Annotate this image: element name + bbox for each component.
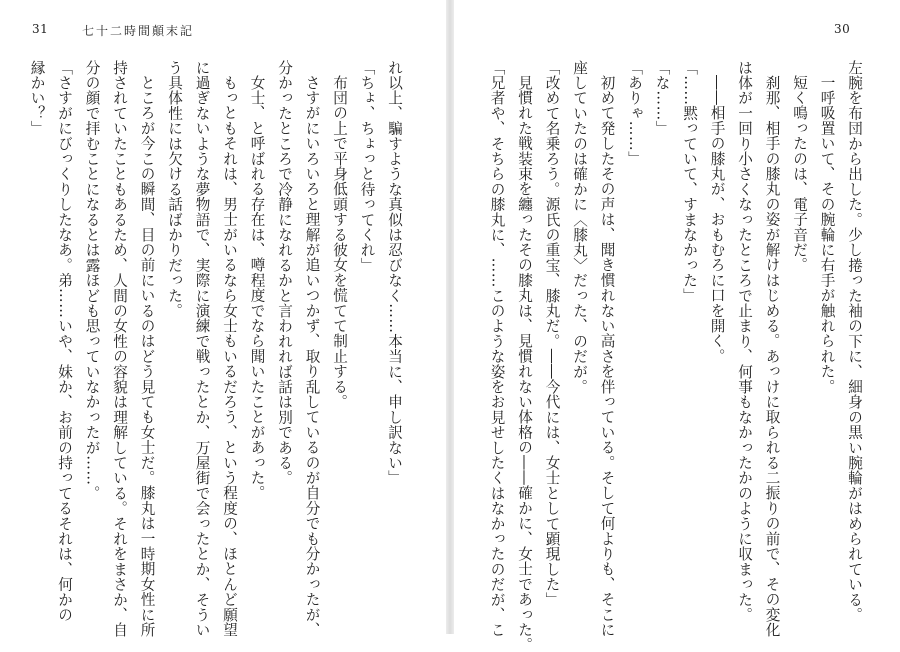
text-line: 一呼吸置いて、その腕輪に右手が触れられた。 (818, 74, 836, 394)
text-line: ――相手の膝丸が、おもむろに口を開く。 (708, 74, 726, 364)
right-page-text (456, 60, 868, 652)
text-line: 左腕を布団から出した。少し捲った袖の下に、細身の黒い腕輪がはめられている。 (846, 60, 863, 623)
text-line: 見慣れた戦装束を纏ったその膝丸は、見慣れない体格の――確かに、女士であった。 (516, 74, 533, 652)
page-number-right: 30 (834, 22, 851, 36)
text-line: 「ありゃ……」 (626, 60, 643, 167)
text-line: れ以上、騙すような真似は忍びなく……本当に、申し訳ない」 (386, 60, 403, 486)
text-line: 「兄者や、そちらの膝丸に、……このような姿をお見せしたくはなかったのだが、こ (488, 60, 506, 638)
left-page (0, 0, 446, 638)
text-line: 座していたのは確かに〈膝丸〉だった、のだが。 (571, 60, 588, 395)
text-line: 「改めて名乗ろう。源氏の重宝、膝丸だ。――今代には、女士として顕現した」 (543, 60, 561, 608)
text-line: う具体性には欠ける話ばかりだった。 (166, 60, 183, 319)
text-line: 「さすがにびっくりしたなあ。弟……いや、妹か、お前の持ってるそれは、何かの (56, 60, 73, 623)
text-line: 持されていたこともあるため、人間の女性の容貌は理解している。それをまさか、自 (111, 60, 128, 638)
text-line: に過ぎないような夢物語で、実際に演練で戦ったとか、万屋街で会ったとか、そうい (193, 60, 211, 638)
right-page (454, 0, 900, 652)
text-line: 分の顔で拝むことになるとは露ほども思っていなかったが……。 (83, 60, 101, 501)
text-line: 縁かい？」 (28, 60, 46, 136)
text-line: 分かったところで冷静になれるかと言われれば話は別である。 (276, 60, 293, 486)
text-line: 「ちょ、ちょっと待ってくれ」 (358, 60, 376, 273)
text-line: 短く鳴ったのは、電子音だ。 (791, 74, 808, 273)
text-line: 刹那、相手の膝丸の姿が解けはじめる。あっけに取られる二振りの前で、その変化 (763, 74, 781, 637)
text-line: 女士、と呼ばれる存在は、噂程度でなら聞いたことがあった。 (248, 74, 266, 501)
left-page-text (28, 60, 408, 638)
text-line: もっともそれは、男士がいるなら女士もいるだろう、という程度の、ほとんど願望 (221, 74, 238, 637)
text-line: 「な……」 (653, 60, 671, 136)
text-line: 初めて発したその声は、聞き慣れない高さを伴っている。そして何よりも、そこに (598, 74, 616, 637)
page-number-left: 31 (32, 22, 49, 36)
book-gutter (446, 0, 454, 634)
text-line: 布団の上で平身低頭する彼女を慌てて制止する。 (331, 74, 348, 409)
text-line: ところが今この瞬間、目の前にいるのはどう見ても女士だ。膝丸は一時期女性に所 (138, 74, 156, 637)
text-line: さすがにいろいろと理解が追いつかず、取り乱しているのが自分でも分かったが、 (303, 74, 321, 637)
text-line: 「……黙っていて、すまなかった」 (681, 60, 698, 304)
running-title: 七十二時間顛末記 (82, 24, 195, 38)
text-line: は体が一回り小さくなったところで止まり、何事もなかったかのように収まった。 (736, 60, 753, 623)
